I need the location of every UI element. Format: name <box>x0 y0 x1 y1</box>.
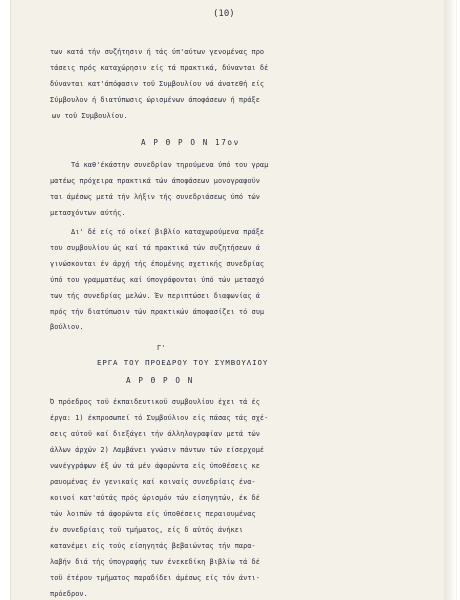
text-line: κοινοί κατ'αύτάς πρός ώρισμόν τών είσηγητών, έκ δέ <box>50 494 260 502</box>
article-heading: Α Ρ Θ Ρ Ο Ν 17ον <box>141 138 240 147</box>
text-line: ων τοϋ Συμβουλίου. <box>52 112 128 120</box>
text-line: τάσεις πρός καταχώρησιν είς τά πρακτικά, δύνανται δέ <box>50 64 269 72</box>
text-line: βούλιον. <box>50 323 84 331</box>
text-line: των κατά τήν συζήτησιν ή τάς ύπ'αύτων γενομένας προ <box>50 48 265 56</box>
text-line: λαβήν διά τής ύπογραφής των ένεκεδίκη βιβλίω τά δέ <box>50 558 260 566</box>
text-line: ται άμέσως μετά τήν λήξιν τής συνεδριάσεως ύπό τών <box>50 193 260 201</box>
text-line: έν συνεδρίαις τοϋ τμήματος, είς δ αύτός άνήκει <box>50 526 244 534</box>
text-line: του συμβουλίου ώς καί τά πρακτικά τών συζητήσεων ά <box>50 244 260 252</box>
article-heading: Α Ρ Θ Ρ Ο Ν <box>126 376 194 385</box>
text-line: άλλων άρχών 2) Λαμβάνει γνώσιν πάντων τών είσερχομέ <box>50 446 265 454</box>
text-line: νωνέγγράφων έξ ών τά μέν άφορώντα είς ύποθέσεις κε <box>50 462 260 470</box>
text-line: ύπό του γραμματέως καί ύπογράφονται ύπό τών μετασχό <box>50 276 265 284</box>
text-line: πρόεδρον. <box>50 590 88 598</box>
text-line: τοϋ έτέρου τμήματος παραδίδει άμέσως είς τόν άντι- <box>50 574 260 582</box>
text-line: σεις αύτοϋ καί διεξάγει τήν άλληλογραφίαν μετά τών <box>50 430 260 438</box>
text-line: τών λοιπών τά άφορώντα είς ύποθέσεις περαιουμένας <box>50 510 256 518</box>
text-line: πρός τήν διατύπωσιν τών πρακτικών άποφασίζει τό συμ <box>50 308 265 316</box>
text-line: μετασχόντων αύτής. <box>50 209 126 217</box>
text-line: έργα: 1) έκπροσωπεί τό Συμβούλιον είς πάσας τάς σχέ- <box>50 414 269 422</box>
text-line: ματέως πρόχειρα πρακτικά τών άποφάσεων μονογραφοϋν <box>50 177 260 185</box>
text-line: Δι' δέ είς τό οίκεί βιβλίο καταχωρούμενα πράξε <box>71 228 265 236</box>
text-line: γινώσκονται έν άρχή τής έπομένης σχετικής συνεδρίας <box>50 260 265 268</box>
text-line: κατανέμει είς τούς είσηγητάς βεβαιώντας τήν παρα- <box>50 542 256 550</box>
text-line: Ό πρόεδρος τοϋ έκπαιδευτικοϋ συμβουλίου έχει τά ές <box>50 398 260 406</box>
text-line: Σύμβουλον ή διατύπωσις ώρισμένων άποφάσεων ή πράξε <box>50 96 260 104</box>
text-line: δύνανται κατ'άπόφασιν τοϋ Συμβουλίου νά άνατεθή είς <box>50 80 265 88</box>
text-line: Τά καθ'έκάστην συνεδρίαν τηρούμενα ύπό του γραμ <box>71 161 269 169</box>
text-line: των τής συνεδρίας μελών. Έν περιπτώσει διαφωνίας ά <box>50 292 260 300</box>
section-mark: Γ' <box>157 344 166 352</box>
page-number: (10) <box>213 9 235 19</box>
text-line: ραυομένας έν γενικαίς καί κοιναίς συνεδρίαις ένα- <box>50 478 256 486</box>
section-title: ΕΡΓΑ ΤΟΥ ΠΡΟΕΔΡΟΥ ΤΟΥ ΣΥΜΒΟΥΛΙΟΥ <box>97 358 269 367</box>
